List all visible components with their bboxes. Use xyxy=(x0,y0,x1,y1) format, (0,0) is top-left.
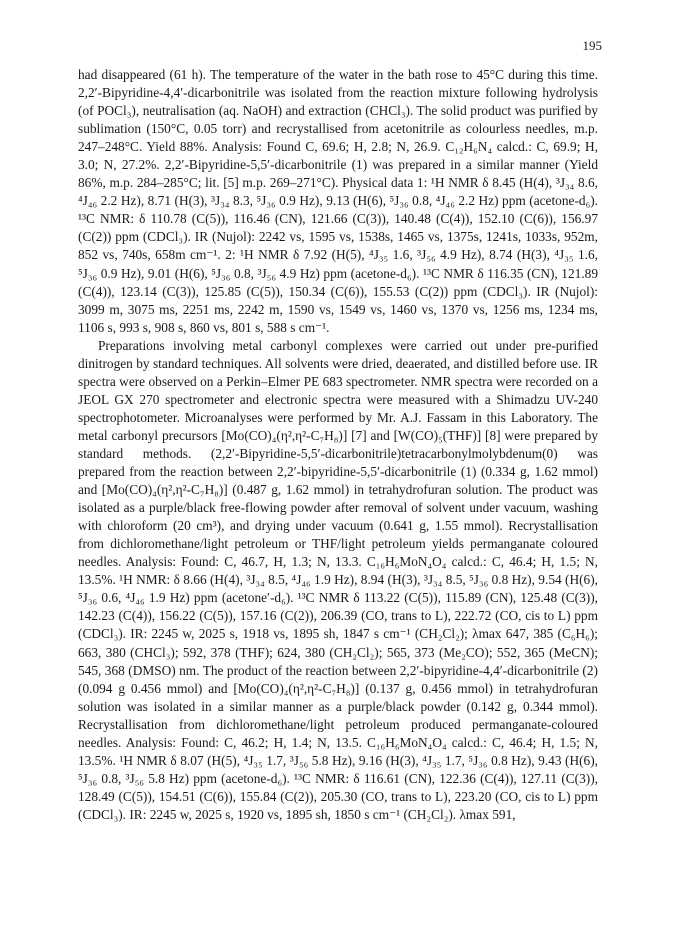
paragraph-metal-carbonyl-preparations: Preparations involving metal carbonyl complexes were carried out under pre-purified dinitrogen by standard techniques. All solvents were dried, deaerated, and distilled before use. IR spectra were observed on a Perkin–Elmer PE 683 spectrometer. NMR spectra were recorded on a JEOL GX 270 spectrometer and electronic spectra were measured with a Shimadzu UV-240 spectrophotometer. Microanalyses were performed by Mr. A.J. Fassam in this Laboratory. The metal carbonyl precursors [Mo(CO)₄(η²,η²-C₇H₈)] [7] and [W(CO)₅(THF)] [8] were prepared by standard methods. (2,2′-Bipyridine-5,5′-dicarbonitrile)tetracarbonylmolybdenum(0) was prepared from the reaction between 2,2′-bipyridine-5,5′-dicarbonitrile (1) (0.334 g, 1.62 mmol) and [Mo(CO)₄(η²,η²-C₇H₈)] (0.487 g, 1.62 mmol) in tetrahydrofuran solution. The product was isolated as a purple/black free-flowing powder after removal of solvent under vacuum, washing with chloroform (20 cm³), and drying under vacuum (0.641 g, 1.55 mmol). Recrystallisation from dichloromethane/light petroleum or THF/light petroleum yields permanganate coloured needles. Analysis: Found: C, 46.7, H, 1.3; N, 13.3. C₁₆H₆MoN₄O₄ calcd.: C, 46.4; H, 1.5; N, 13.5%. ¹H NMR: δ 8.66 (H(4), ³J₃₄ 8.5, ⁴J₄₆ 1.9 Hz), 8.94 (H(3), ³J₃₄ 8.5, ⁵J₃₆ 0.8 Hz), 9.54 (H(6), ⁵J₃₆ 0.6, ⁴J₄₆ 1.9 Hz) ppm (acetone′-d₆). ¹³C NMR δ 113.22 (C(5)), 115.89 (CN), 125.48 (C(3)), 142.23 (C(4)), 156.22 (C(5)), 157.16 (C(2)), 206.39 (CO, trans to L), 222.72 (CO, cis to L) ppm (CDCl₃). IR: 2245 w, 2025 s, 1918 vs, 1895 sh, 1847 s cm⁻¹ (CH₂Cl₂); λmax 647, 385 (C₆H₆); 663, 380 (CHCl₃); 592, 378 (THF); 624, 380 (CH₂Cl₂); 565, 373 (Me₂CO); 552, 365 (MeCN); 545, 368 (DMSO) nm. The product of the reaction between 2,2′-bipyridine-4,4′-dicarbonitrile (2) (0.094 g 0.456 mmol) and [Mo(CO)₄(η²,η²-C₇H₈)] (0.137 g, 0.456 mmol) in tetrahydrofuran solution was isolated in a similar manner as a purple/black powder (0.142 g, 0.344 mmol). Recrystallisation from dichloromethane/light petroleum produced permanganate-coloured needles. Analysis: Found: C, 46.2; H, 1.4; N, 13.5. C₁₆H₆MoN₄O₄ calcd.: C, 46.4; H, 1.5; N, 13.5%. ¹H NMR δ 8.07 (H(5), ⁴J₃₅ 1.7, ³J₅₆ 5.8 Hz), 9.16 (H(3), ⁴J₃₅ 1.7, ⁵J₃₆ 0.8 Hz), 9.43 (H(6), ⁵J₃₆ 0.8, ³J₅₆ 5.8 Hz) ppm (acetone-d₆). ¹³C NMR: δ 116.61 (CN), 122.36 (C(4)), 127.11 (C(3)), 128.49 (C(5)), 154.51 (C(6)), 155.84 (C(2)), 205.30 (CO, trans to L), 223.20 (CO, cis to L) ppm (CDCl₃). IR: 2245 w, 2025 s, 1920 vs, 1895 sh, 1850 s cm⁻¹ (CH₂Cl₂). λmax 591, xyxy=(78,337,598,822)
page-number: 195 xyxy=(582,38,602,53)
article-body xyxy=(78,66,598,824)
paragraph-synthesis-ligands: had disappeared (61 h). The temperature of the water in the bath rose to 45°C during this time. 2,2′-Bipyridine-4,4′-dicarbonitrile was isolated from the reaction mixture following hydrolysis (of POCl₃), neutralisation (aq. NaOH) and extraction (CHCl₃). The solid product was purified by sublimation (150°C, 0.05 torr) and recrystallised from acetonitrile as colourless needles, m.p. 247–248°C. Yield 88%. Analysis: Found C, 69.6; H, 2.8; N, 26.9. C₁₂H₆N₄ calcd.: C, 69.9; H, 3.0; N, 27.2%. 2,2′-Bipyridine-5,5′-dicarbonitrile (1) was prepared in a similar manner (Yield 86%, m.p. 284–285°C; lit. [5] m.p. 269–271°C). Physical data 1: ¹H NMR δ 8.45 (H(4), ³J₃₄ 8.6, ⁴J₄₆ 2.2 Hz), 8.71 (H(3), ³J₃₄ 8.3, ⁵J₃₆ 0.9 Hz), 9.13 (H(6), ⁵J₃₆ 0.8, ⁴J₄₆ 2.2 Hz) ppm (acetone-d₆). ¹³C NMR: δ 110.78 (C(5)), 116.46 (CN), 121.66 (C(3)), 140.48 (C(4)), 152.10 (C(6)), 156.97 (C(2)) ppm (CDCl₃). IR (Nujol): 2242 vs, 1595 vs, 1538s, 1465 vs, 1375s, 1241s, 1033s, 952m, 852 vs, 740s, 658m cm⁻¹. 2: ¹H NMR δ 7.92 (H(5), ⁴J₃₅ 1.6, ³J₅₆ 4.9 Hz), 8.74 (H(3), ⁴J₃₅ 1.6, ⁵J₃₆ 0.9 Hz), 9.01 (H(6), ⁵J₃₆ 0.8, ³J₅₆ 4.9 Hz) ppm (acetone-d₆). ¹³C NMR δ 116.35 (CN), 121.89 (C(4)), 123.14 (C(3)), 125.85 (C(5)), 150.34 (C(6)), 155.53 (C(2)) ppm (CDCl₃). IR (Nujol): 3099 m, 3075 ms, 2251 ms, 2242 m, 1590 vs, 1549 vs, 1460 vs, 1370 vs, 1256 ms, 1234 ms, 1106 s, 993 s, 908 s, 860 vs, 801 s, 588 s cm⁻¹. xyxy=(78,67,598,335)
